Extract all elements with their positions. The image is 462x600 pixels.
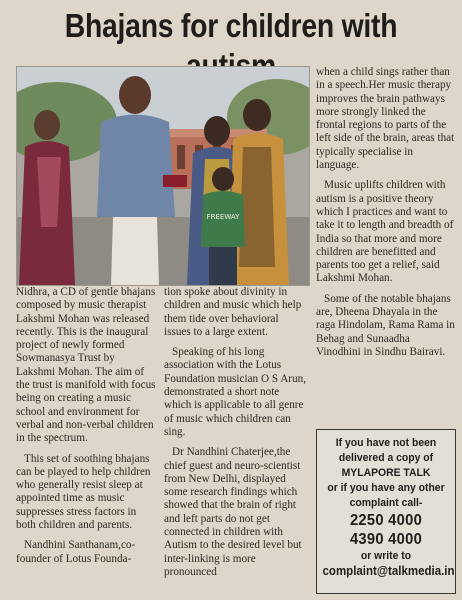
col2-paragraph-3: Dr Nandhini Chaterjee,the chief guest and neuro-scientist from New Delhi, displayed some research findings which showed that the brain of right and left parts do not get connected in children with Autism to the desired level but inter-linking is more pronounced [164,446,302,578]
advertisement-box [316,429,456,594]
col2-paragraph-2: Speaking of his long association with the Lotus Foundation musician O S Arun, demonstrated a short note which is applicable to all genre of music which children can sing. [164,346,307,438]
ad-line-5: complaint call- [349,497,423,509]
col1-paragraph-2: This set of soothing bhajans can be played to help children who generally resist sleep at appointed time as music suppresses stress factors in both children and parents. [16,452,151,532]
col3-paragraph-2: Music uplifts children with autism is a positive theory which I practices and want to take it to length and breadth of India so that more and more children are benefitted and parents too get a relief, said Lakshmi Mohan. [316,179,454,285]
col1-paragraph-1: Nidhra, a CD of gentle bhajans composed by music therapist Lakshmi Mohan was released recently. This is the inaugural project of newly formed Sowmanasya Trust by Lakshmi Mohan. The aim of the trust is manifold with focus being on creating a music school and environment for verbal and non-verbal children in the spectrum. [16,286,156,445]
ad-email: complaint@talkmedia.in [322,564,455,578]
ad-line-4: or if you have any other [327,482,445,494]
col3-paragraph-1: when a child sings rather than in a speech.Her music therapy improves the brain pathways more strongly linked the frontal regions to parts of the left side of the brain, areas that typically specialise in language. [316,66,455,172]
col3-paragraph-3: Some of the notable bhajans are, Dheena Dhayala in the raga Hindolam, Rama Rama in Behag and Sunaadha Vinodhini in Sindhu Bairavi. [316,292,455,358]
col1-paragraph-3: Nandhini Santhanam,co-founder of Lotus Founda- [16,539,136,565]
ad-line-1: If you have not been [335,437,437,449]
ad-phone-2: 4390 4000 [349,531,423,548]
article-column-1 [16,286,156,573]
ad-line-6: or write to [360,550,412,562]
child-shirt-text: FREEWAY [206,213,240,221]
ad-phone-1: 2250 4000 [349,512,423,529]
article-headline: Bhajans for children with [64,7,398,44]
col2-paragraph-1: tion spoke about divinity in children and music which help them tide over behavioral issues to a large extent. [164,286,302,338]
article-column-3 [316,66,456,366]
ad-line-2: delivered a copy of [338,452,434,464]
ad-line-3: MYLAPORE TALK [341,467,431,479]
article-photo [16,66,310,286]
photo-illustration [17,67,309,285]
article-column-2 [164,286,308,586]
